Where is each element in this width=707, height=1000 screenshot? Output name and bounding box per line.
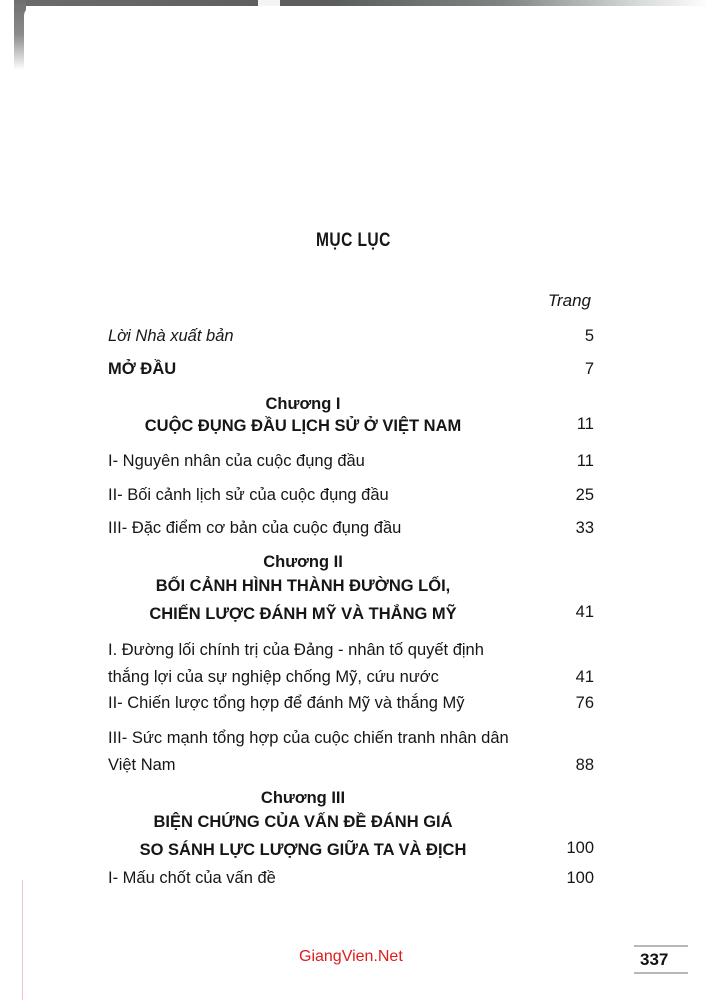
- entry-label: II- Bối cảnh lịch sử của cuộc đụng đầu: [108, 486, 389, 504]
- chapter-title-text: [108, 412, 498, 440]
- entry-label: I. Đường lối chính trị của Đảng - nhân tố quyết định thắng lợi của sự nghiệp chống Mỹ, cứu nước: [108, 641, 484, 686]
- toc-entry: [108, 450, 594, 472]
- toc-entry: [108, 517, 594, 539]
- entry-label: I- Nguyên nhân của cuộc đụng đầu: [108, 452, 365, 470]
- toc-entry: [108, 725, 594, 779]
- margin-line: [22, 880, 23, 1000]
- entry-page: 33: [575, 519, 594, 537]
- chapter-page: 100: [566, 839, 594, 857]
- chapter-page: 11: [576, 415, 594, 433]
- chapter-3-label: Chương III: [260, 789, 346, 807]
- entry-page: 25: [575, 486, 594, 504]
- chapter-2-title: [108, 572, 594, 628]
- chapter-title-line: CUỘC ĐỤNG ĐẦU LỊCH SỬ Ở VIỆT NAM: [144, 417, 462, 435]
- chapter-title-line: CHIẾN LƯỢC ĐÁNH MỸ VÀ THẮNG MỸ: [149, 605, 457, 623]
- chapter-page: 41: [575, 603, 594, 621]
- toc-entry: [108, 484, 594, 506]
- chapter-title-line: SO SÁNH LỰC LƯỢNG GIỮA TA VÀ ĐỊCH: [139, 841, 467, 859]
- chapter-title-line: BIỆN CHỨNG CỦA VẤN ĐỀ ĐÁNH GIÁ: [153, 813, 453, 831]
- chapter-title-text: [108, 572, 498, 628]
- entry-page: 100: [566, 869, 594, 887]
- chapter-3-title: [108, 808, 594, 864]
- toc-entry-introduction: [108, 358, 594, 380]
- toc-entry: [108, 867, 594, 889]
- entry-label: II- Chiến lược tổng hợp để đánh Mỹ và thắng Mỹ: [108, 694, 465, 712]
- entry-page: 76: [575, 694, 594, 712]
- entry-page: 41: [575, 668, 594, 686]
- entry-label: MỞ ĐẦU: [108, 360, 177, 378]
- folio-rule-bottom: [634, 972, 688, 974]
- entry-label: III- Sức mạnh tổng hợp của cuộc chiến tranh nhân dân Việt Nam: [108, 729, 509, 774]
- chapter-1-label: Chương I: [265, 395, 341, 413]
- entry-page: 11: [576, 452, 594, 470]
- entry-label: I- Mấu chốt của vấn đề: [108, 869, 276, 887]
- entry-label: Lời Nhà xuất bản: [108, 327, 234, 345]
- folio-rule-top: [634, 945, 688, 947]
- toc-entry: [108, 637, 594, 691]
- chapter-2-label: Chương II: [263, 553, 343, 571]
- chapter-title-text: [108, 808, 498, 864]
- page-number: 337: [640, 950, 669, 969]
- toc-entry: [108, 692, 594, 714]
- page-number-folio: [634, 945, 688, 973]
- page-column-header: Trang: [547, 291, 591, 310]
- entry-page: 88: [575, 756, 594, 774]
- chapter-title-line: BỐI CẢNH HÌNH THÀNH ĐƯỜNG LỐI,: [155, 577, 451, 595]
- entry-page: 5: [584, 327, 594, 345]
- toc-entry-publisher-note: [108, 325, 594, 347]
- entry-label: III- Đặc điểm cơ bản của cuộc đụng đầu: [108, 519, 402, 537]
- chapter-1-title: [108, 412, 594, 440]
- watermark-link[interactable]: GiangVien.Net: [299, 948, 403, 965]
- page-title: MỤC LỤC: [316, 230, 391, 251]
- entry-page: 7: [584, 360, 594, 378]
